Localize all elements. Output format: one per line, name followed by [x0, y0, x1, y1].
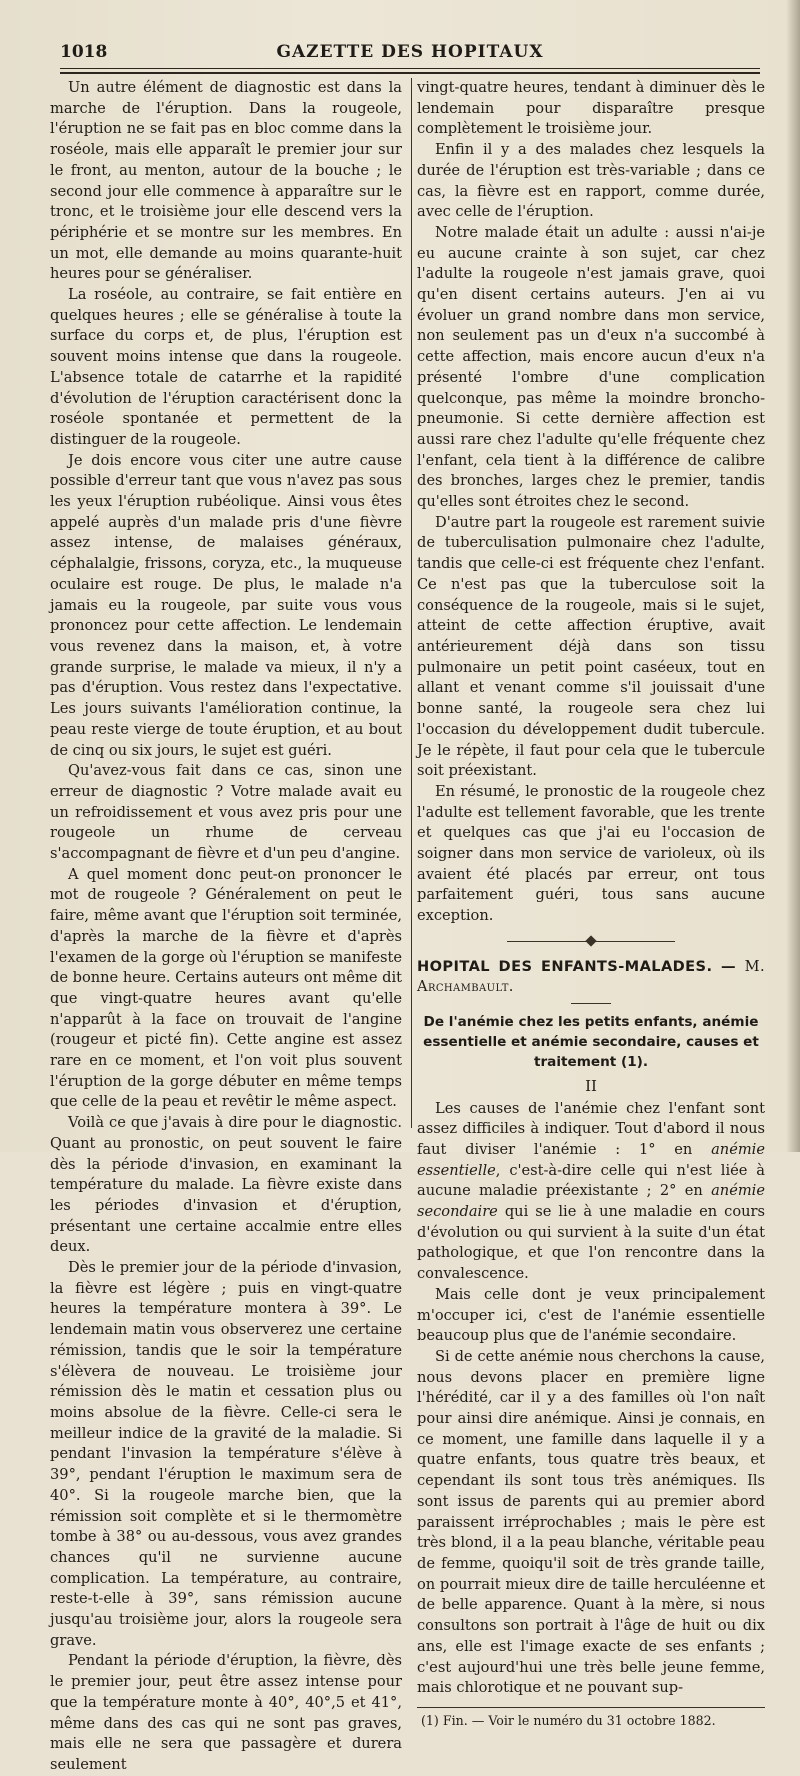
left-column — [50, 78, 402, 1776]
hospital-name: HOPITAL DES ENFANTS-MALADES. — — [417, 957, 736, 975]
column-divider — [411, 78, 412, 1128]
header-rule-thick — [60, 72, 760, 74]
section-numeral: II — [585, 1076, 597, 1095]
page-header — [60, 42, 760, 64]
emphasis: anémie essentielle — [417, 1140, 765, 1179]
paragraph: Dès le premier jour de la période d'invasion, la fièvre est légère ; puis en vingt-quatre heures la température montera à 39°. Le lendemain matin vous observerez une certaine rémission, tandis que le soir la température s'élèvera de nouveau. Le troisième jour rémission dès le matin et cessation plus ou moins absolue de la fièvre. Celle-ci sera le meilleur indice de la gravité de la maladie. Si pendant l'invasion la température s'élève à 39°, pendant l'éruption le maximum sera de 40°. Si la rougeole marche bien, que la rémission soit complète et si le thermomètre tombe à 38° ou au-dessous, vous avez grandes chances qu'il ne survienne aucune complication. La température, au contraire, reste-t-elle à 39°, sans rémission aucune jusqu'au troisième jour, alors la rougeole sera grave. — [50, 1259, 402, 1649]
footnote-rule — [417, 1707, 765, 1708]
paragraph: Si de cette anémie nous cherchons la cause, nous devons placer en première ligne l'hérédité, car il y a des familles où l'on naît pour ainsi dire anémique. Ainsi je connais, en ce moment, une famille dans laquelle il y a quatre enfants, tous quatre très beaux, et cependant ils sont tous très anémiques. Ils sont issus de parents qui au premier abord paraissent irréprochables ; mais le père est très blond, il a la peau blanche, véritable peau de femme, quoiqu'il soit de très grande taille, on pourrait mieux dire de taille herculéenne et de belle apparence. Quant à la mère, si nous consultons son portrait à l'âge de huit ou dix ans, elle est l'image exacte de ses enfants ; c'est aujourd'hui une très belle jeune femme, mais chlorotique et ne pouvant sup- — [417, 1347, 765, 1697]
article-title: De l'anémie chez les petits enfants, anémie essentielle et anémie secondaire, causes et traitement (1). — [423, 1013, 759, 1070]
text-run: qui se lie à une maladie en cours d'évolution ou qui survient à la suite d'un état pathologique, et que l'on rencontre dans la convalescence. — [417, 1203, 765, 1283]
paragraph: Notre malade était un adulte : aussi n'ai-je eu aucune crainte à son sujet, car chez l'adulte la rougeole n'est jamais grave, quoi qu'en disent certains auteurs. J'en ai vu évoluer un grand nombre dans mon service, non seulement pas un d'eux n'a succombé à cette affection, mais encore aucun d'eux n'a présenté l'ombre d'une complication quelconque, pas même la moindre broncho-pneumonie. Si cette dernière affection est aussi rare chez l'adulte qu'elle fréquente chez l'enfant, cela tient à la différence de calibre des bronches, larges chez le premier, tandis qu'elles sont étroites chez le second. — [417, 223, 765, 511]
paragraph: En résumé, le pronostic de la rougeole chez l'adulte est tellement favorable, que les trente et quelques cas que j'ai eu l'occasion de soigner dans mon service de varioleux, où ils avaient été placés par erreur, ont tous parfaitement guéri, tous sans aucune exception. — [417, 782, 765, 925]
section-heading — [417, 957, 765, 997]
paragraph: Qu'avez-vous fait dans ce cas, sinon une erreur de diagnostic ? Votre malade avait eu un refroidissement et vous avez pris pour une rougeole un rhume de cerveau s'accompagnant de fièvre et d'un peu d'angine. — [50, 762, 402, 863]
paragraph: Voilà ce que j'avais à dire pour le diagnostic. Quant au pronostic, on peut souvent le faire dès la période d'invasion, en examinant la température du malade. La fièvre existe dans les périodes d'invasion et d'éruption, présentant une certaine accalmie entre elles deux. — [50, 1114, 402, 1256]
paragraph: A quel moment donc peut-on prononcer le mot de rougeole ? Généralement on peut le faire, même avant que l'éruption soit terminée, d'après la marche de la fièvre et d'après l'examen de la gorge où l'éruption se manifeste de bonne heure. Certains auteurs ont même dit que vingt-quatre heures avant qu'elle n'apparût à la face on trouvait de l'angine (rougeur et picté fin). Cette angine est assez rare en ce moment, et l'on voit plus souvent l'éruption de la gorge débuter en même temps que celle de la peau et revêtir le même aspect. — [50, 865, 402, 1111]
paragraph: Pendant la période d'éruption, la fièvre, dès le premier jour, peut être assez intense pour que la température monte à 40°, 40°,5 et 41°, même dans des cas qui ne sont pas graves, mais elle ne sera que passagère et durera seulement — [50, 1652, 402, 1773]
paragraph — [417, 1099, 765, 1285]
paragraph: Un autre élément de diagnostic est dans la marche de l'éruption. Dans la rougeole, l'éruption ne se fait pas en bloc comme dans la roséole, mais elle apparaît le premier jour sur le front, au menton, autour de la bouche ; le second jour elle commence à apparaître sur le tronc, et le troisième jour elle descend vers la périphérie et se montre sur les membres. En un mot, elle demande au moins quarante-huit heures pour se généraliser. — [50, 79, 402, 283]
paragraph: vingt-quatre heures, tendant à diminuer dès le lendemain pour disparaître presque complètement le troisième jour. — [417, 79, 765, 138]
text-run: , c'est-à-dire celle qui n'est liée à aucune maladie préexistante ; 2° en — [417, 1161, 765, 1200]
paragraph: Je dois encore vous citer une autre cause possible d'erreur tant que vous n'avez pas sous les yeux l'éruption rubéolique. Ainsi vous êtes appelé auprès d'un malade pris d'une fièvre assez intense, de malaises généraux, céphalalgie, frissons, coryza, etc., la muqueuse oculaire est rouge. De plus, le malade n'a jamais eu la rougeole, par suite vous vous prononcez pour cette affection. Le lendemain vous revenez dans la maison, et, à votre grande surprise, le malade va mieux, il n'y a pas d'éruption. Vous restez dans l'expectative. Les jours suivants l'amélioration continue, la peau reste vierge de toute éruption, et au bout de cinq ou six jours, le sujet est guéri. — [50, 451, 402, 759]
header-rule — [60, 68, 760, 69]
footnote: (1) Fin. — Voir le numéro du 31 octobre 1882. — [421, 1712, 716, 1728]
separator-diamond-icon — [585, 935, 596, 946]
emphasis: anémie secondaire — [417, 1182, 765, 1221]
paragraph: La roséole, au contraire, se fait entière en quelques heures ; elle se généralise à toute la surface du corps et, de plus, l'éruption est souvent moins intense que dans la rougeole. L'absence totale de catarrhe et la rapidité d'évolution de l'éruption caractérisent donc la roséole spontanée et permettent de la distinguer de la rougeole. — [50, 286, 402, 448]
journal-title: GAZETTE DES HOPITAUX — [276, 42, 544, 62]
page-edge-shadow — [786, 0, 800, 1152]
paragraph: D'autre part la rougeole est rarement suivie de tuberculisation pulmonaire chez l'adulte, tandis que celle-ci est fréquente chez l'enfant. Ce n'est pas que la tuberculose soit la conséquence de la rougeole, mais si le sujet, atteint de cette affection éruptive, avait antérieurement déjà dans son tissu pulmonaire un petit point caséeux, tout en allant et venant comme s'il jouissait d'une bonne santé, la rougeole sera chez lui l'occasion du développement dudit tubercule. Je le répète, il faut pour cela que le tubercule soit préexistant. — [417, 513, 765, 780]
ornamental-separator — [417, 931, 765, 951]
page-number: 1018 — [60, 42, 108, 62]
section-author: M. Archambault. — [417, 957, 765, 995]
right-column — [417, 78, 765, 1730]
paragraph: Mais celle dont je veux principalement m'occuper ici, c'est de l'anémie essentielle beaucoup plus que de l'anémie secondaire. — [417, 1285, 765, 1345]
short-rule — [571, 1003, 611, 1004]
paragraph: Enfin il y a des malades chez lesquels la durée de l'éruption est très-variable ; dans ce cas, la fièvre est en rapport, comme durée, avec celle de l'éruption. — [417, 141, 765, 221]
text-run: Les causes de l'anémie chez l'enfant sont assez difficiles à indiquer. Tout d'abord il nous faut diviser l'anémie : 1° en — [417, 1099, 765, 1158]
